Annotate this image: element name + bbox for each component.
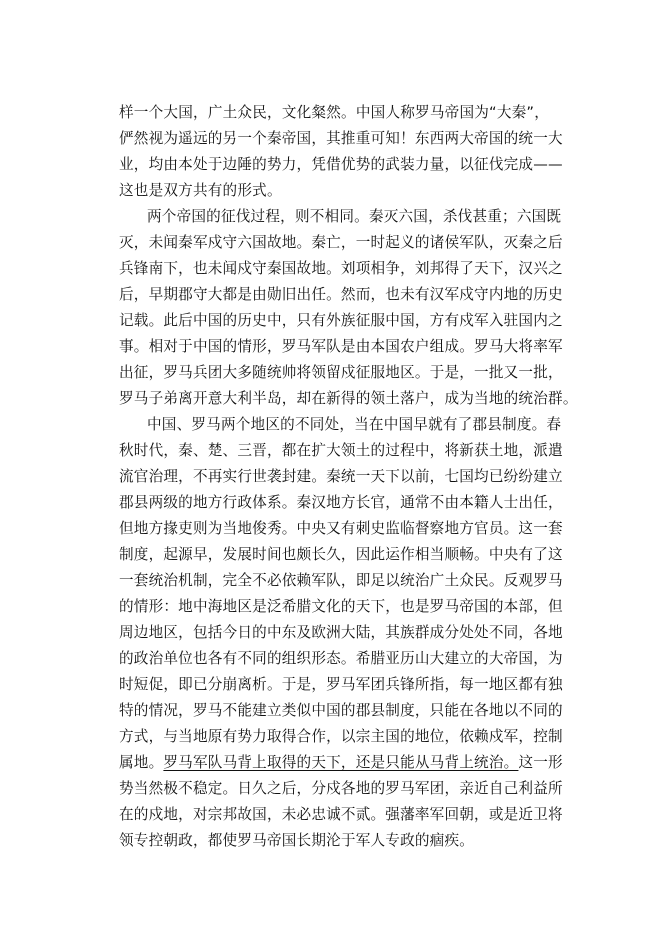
- text-line: 方式，与当地原有势力取得合作，以宗主国的地位，依赖戍军，控制: [119, 728, 563, 745]
- text-line: 但地方掾吏则为当地俊秀。中央又有刺史监临督察地方官员。这一套: [119, 520, 563, 537]
- text-segment: 这一形: [518, 754, 563, 771]
- text-line: 兵锋南下，也未闻戍守秦国故地。刘项相争，刘邦得了天下，汉兴之: [119, 260, 563, 277]
- text-line: 时短促，即已分崩离析。于是，罗马军团兵锋所指，每一地区都有独: [119, 676, 563, 693]
- text-line: 制度，起源早，发展时间也颇长久，因此运作相当顺畅。中央有了这: [119, 546, 563, 563]
- text-line: 出征，罗马兵团大多随统帅将领留戍征服地区。于是，一批又一批，: [119, 364, 563, 381]
- text-line: 中国、罗马两个地区的不同处，当在中国早就有了郡县制度。春: [147, 416, 562, 433]
- underlined-sentence: 罗马军队马背上取得的天下，还是只能从马背上统治。: [163, 754, 519, 771]
- text-line: 灭，未闻秦军戍守六国故地。秦亡，一时起义的诸侯军队，灭秦之后: [119, 234, 563, 251]
- text-line: 记载。此后中国的历史中，只有外族征服中国，方有戍军入驻国内之: [119, 312, 563, 329]
- text-line: 领专控朝政，都使罗马帝国长期沦于军人专政的痼疾。: [119, 832, 475, 849]
- text-line: 两个帝国的征伐过程，则不相同。秦灭六国，杀伐甚重；六国既: [147, 208, 562, 225]
- text-line: [119, 752, 563, 774]
- text-line: 罗马子弟离开意大利半岛，却在新得的领土落户，成为当地的统治群。: [119, 390, 578, 407]
- text-line: 样一个大国，广土众民，文化粲然。中国人称罗马帝国为“大秦”，: [119, 104, 549, 121]
- text-line: 郡县两级的地方行政体系。秦汉地方长官，通常不由本籍人士出任，: [119, 494, 563, 511]
- text-line: 事。相对于中国的情形，罗马军队是由本国农户组成。罗马大将率军: [119, 338, 563, 355]
- text-line: 后，早期郡守大都是由勋旧出任。然而，也未有汉军戍守内地的历史: [119, 286, 563, 303]
- text-line: 的政治单位也各有不同的组织形态。希腊亚历山大建立的大帝国，为: [119, 650, 563, 667]
- text-line: 俨然视为遥远的另一个秦帝国，其推重可知！东西两大帝国的统一大: [119, 130, 563, 147]
- text-line: 业，均由本处于边陲的势力，凭借优势的武装力量，以征伐完成——: [119, 156, 563, 173]
- text-line: 特的情况，罗马不能建立类似中国的郡县制度，只能在各地以不同的: [119, 702, 563, 719]
- text-line: 一套统治机制，完全不必依赖军队，即足以统治广土众民。反观罗马: [119, 572, 563, 589]
- text-line: 流官治理，不再实行世袭封建。秦统一天下以前，七国均已纷纷建立: [119, 468, 563, 485]
- text-line: 这也是双方共有的形式。: [119, 182, 282, 199]
- text-line: 势当然极不稳定。日久之后，分戍各地的罗马军团，亲近自己利益所: [119, 780, 563, 797]
- text-segment: 属地。: [119, 754, 164, 771]
- text-line: 秋时代，秦、楚、三晋，都在扩大领土的过程中，将新获土地，派遣: [119, 442, 563, 459]
- text-line: 周边地区，包括今日的中东及欧洲大陆，其族群成分处处不同，各地: [119, 624, 563, 641]
- text-line: 的情形：地中海地区是泛希腊文化的天下，也是罗马帝国的本部，但: [119, 598, 563, 615]
- text-line: 在的戍地，对宗邦故国，未必忠诚不贰。强藩率军回朝，或是近卫将: [119, 806, 563, 823]
